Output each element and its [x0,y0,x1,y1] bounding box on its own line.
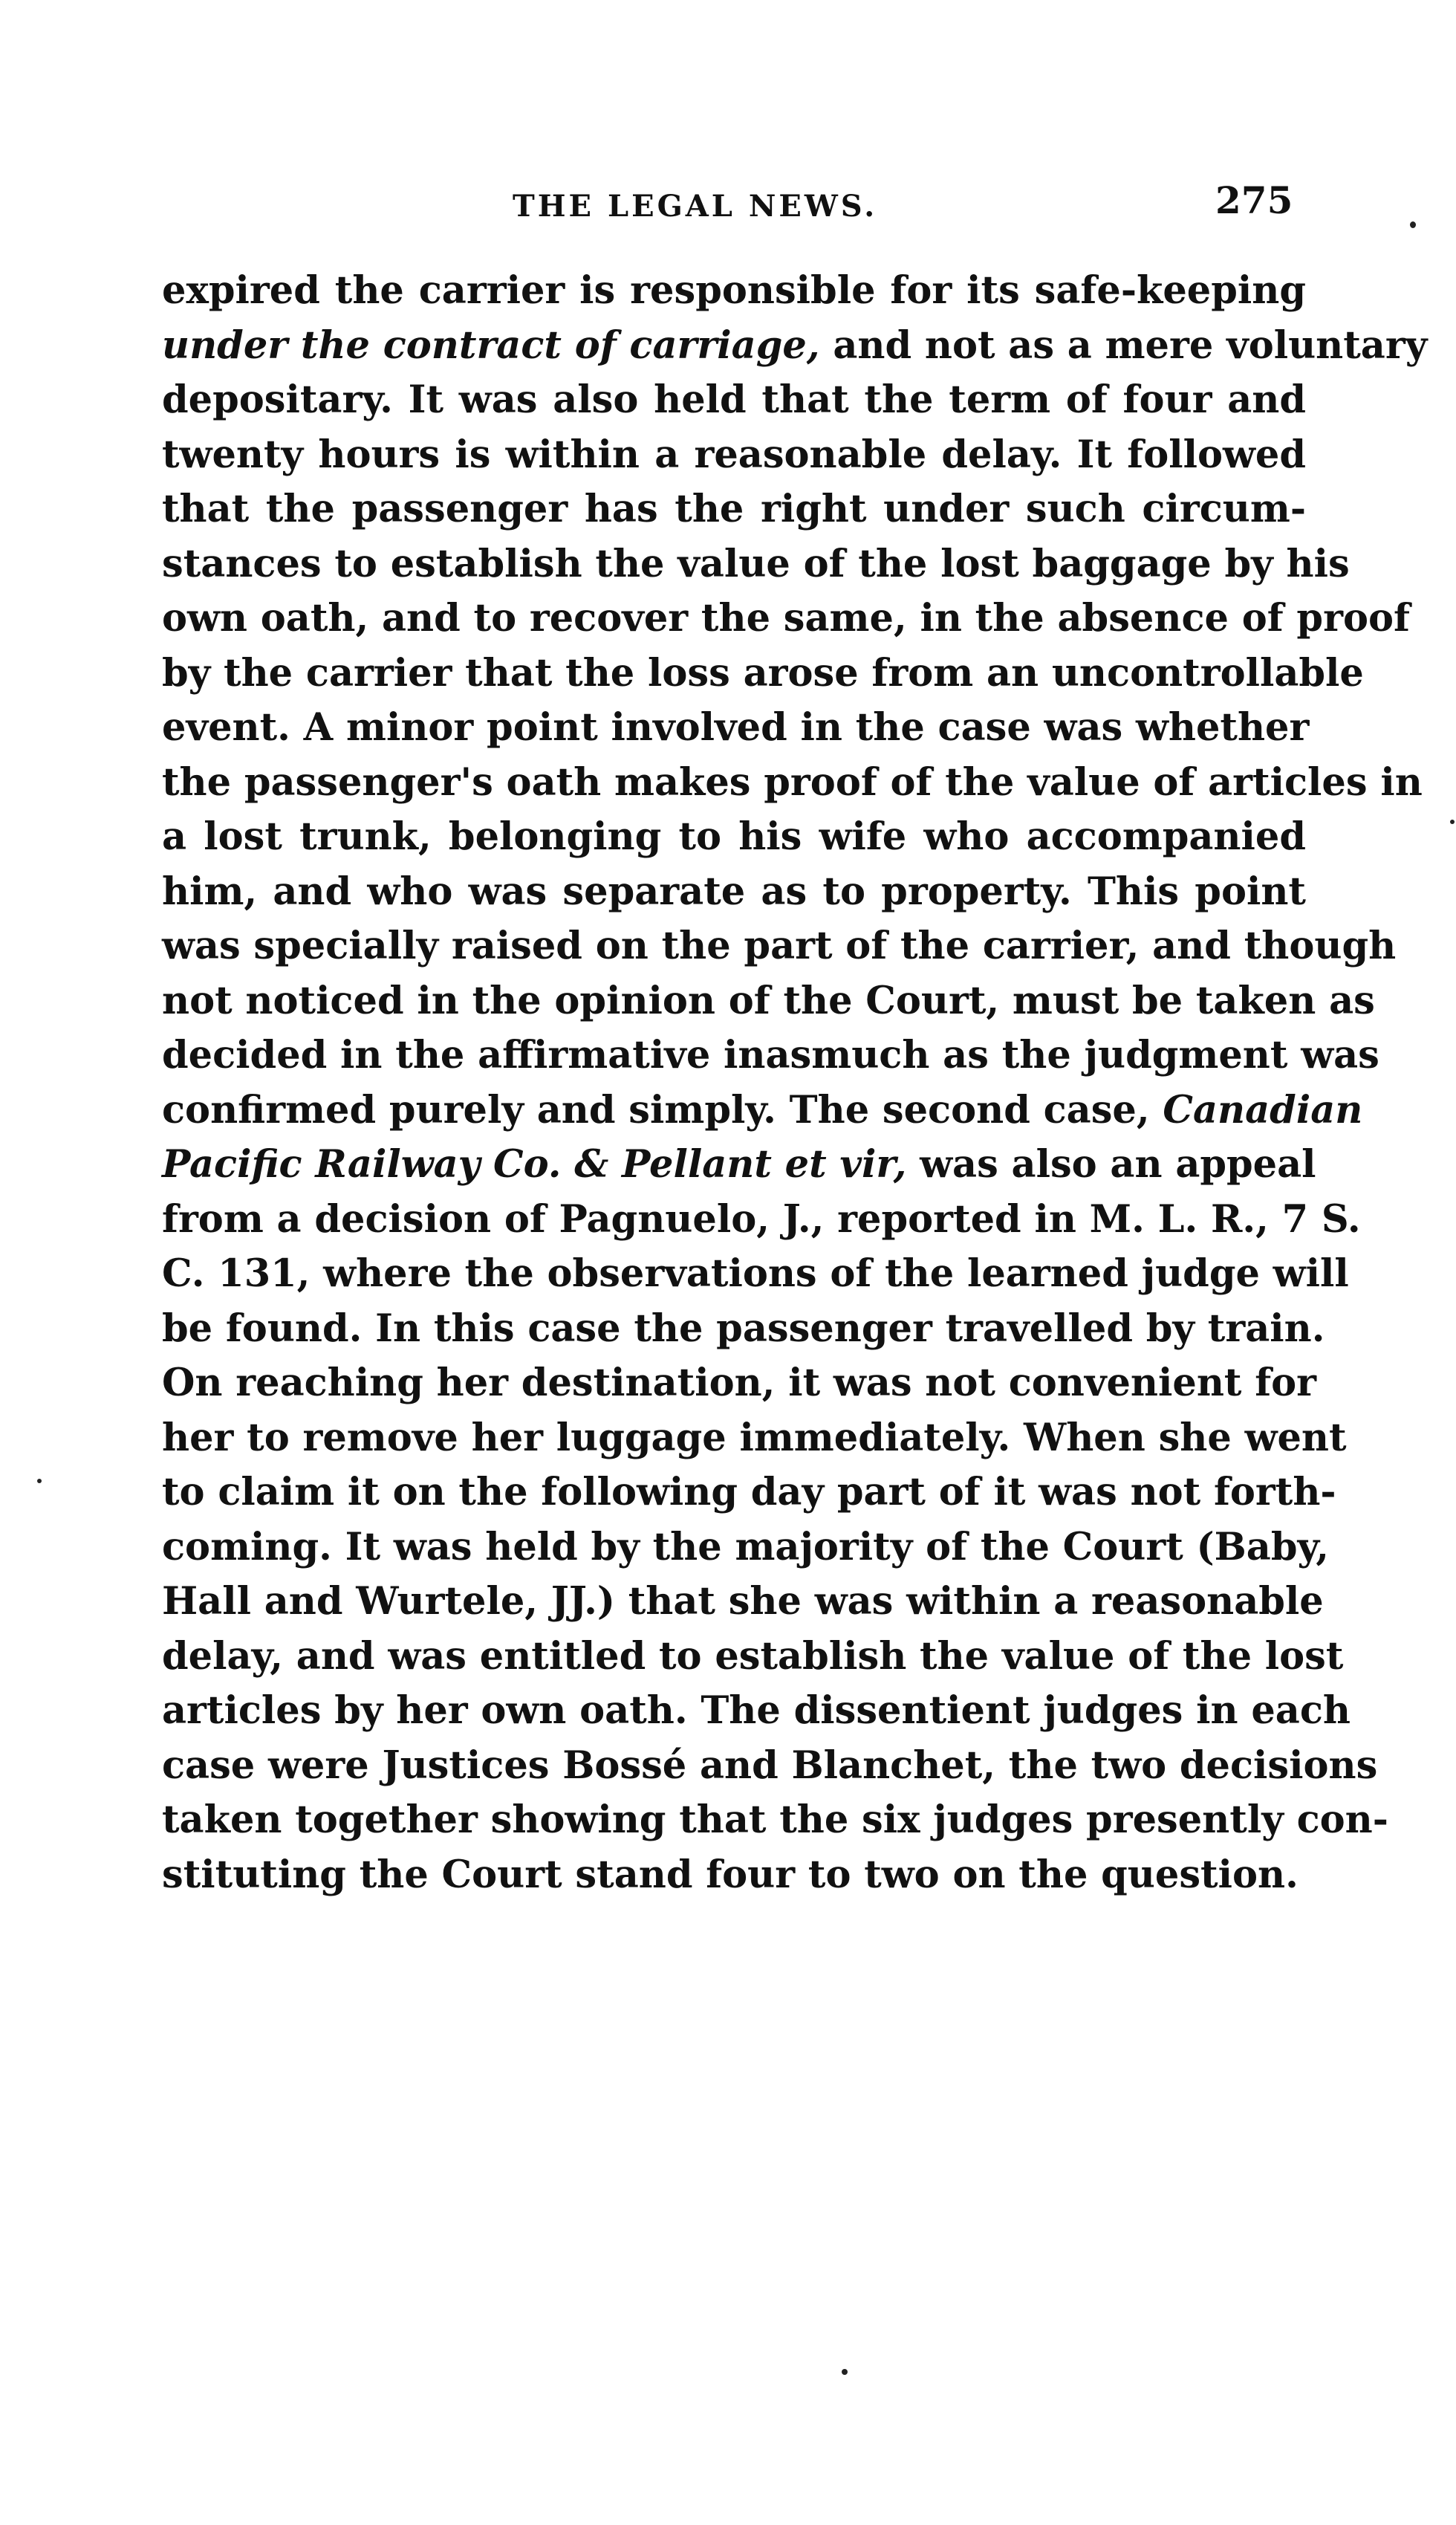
text-segment: and not as a mere voluntary [819,322,1428,368]
text-line [162,701,1310,756]
text-segment: case were Justices Bossé and Blanchet, the two decisions [162,1743,1378,1788]
text-segment: her to remove her luggage immediately. When she went [162,1415,1347,1460]
text-line [162,756,1423,811]
text-segment: by the carrier that the loss arose from an uncontrollable [162,650,1364,696]
text-segment: was specially raised on the part of the carrier, and though [162,924,1397,968]
text-segment: depositary. It was also held that the term of four and [162,377,1306,422]
text-line [162,1083,1363,1138]
text-line [162,537,1350,592]
text-segment: On reaching her destination, it was not convenient for [162,1361,1317,1405]
journal-title: THE LEGAL NEWS. [513,189,878,224]
scan-speck [1410,221,1416,228]
text-segment: him, and who was separate as to property. This point [162,869,1306,914]
page-number: 275 [1215,178,1293,222]
text-segment: delay, and was entitled to establish the value of the lost [162,1633,1344,1679]
text-segment: to claim it on the following day part of it was not forth- [162,1470,1336,1514]
text-line [162,1520,1329,1575]
running-head [0,178,1456,238]
text-line [162,865,1306,920]
text-line [162,974,1375,1029]
text-segment: decided in the affirmative inasmuch as the judgment was [162,1033,1379,1077]
text-segment: stituting the Court stand four to two on the question. [162,1852,1299,1897]
text-line [162,1411,1347,1466]
text-segment: stances to establish the value of the lost baggage by his [162,541,1350,586]
text-line [162,1684,1351,1739]
text-line [162,1793,1388,1848]
text-segment: expired the carrier is responsible for its safe-keeping [162,268,1306,313]
text-segment: Hall and Wurtele, JJ.) that she was within a reasonable [162,1579,1324,1624]
text-segment: a lost trunk, belonging to his wife who accompanied [162,814,1306,859]
text-segment: twenty hours is within a reasonable delay. It followed [162,432,1306,477]
text-line [162,1739,1378,1794]
scan-speck [842,2369,848,2375]
text-segment: not noticed in the opinion of the Court, must be taken as [162,978,1375,1023]
text-segment: confirmed purely and simply. The second case, [162,1087,1163,1132]
text-line [162,373,1306,428]
scan-speck [37,1479,42,1483]
text-segment: the passenger's oath makes proof of the value of articles in [162,759,1423,805]
body-text [162,264,1428,1902]
text-segment: coming. It was held by the majority of the Court (Baby, [162,1524,1329,1569]
text-segment: articles by her own oath. The dissentient judges in each [162,1688,1351,1733]
text-line [162,591,1410,646]
text-segment: taken together showing that the six judges presently con- [162,1798,1388,1842]
text-line [162,319,1428,374]
text-segment: that the passenger has the right under such circum- [162,487,1306,531]
text-segment: was also an appeal [906,1142,1316,1187]
text-line [162,1028,1379,1083]
italic-text-segment: under the contract of carriage, [162,322,820,368]
scan-speck [1450,820,1455,824]
text-line [162,1193,1361,1248]
text-line [162,1356,1317,1411]
text-segment: event. A minor point involved in the case was whether [162,705,1310,750]
italic-text-segment: Pacific Railway Co. & Pellant et vir, [162,1142,907,1187]
text-line [162,1247,1349,1302]
text-line [162,482,1306,537]
text-line [162,264,1306,319]
text-line [162,1302,1325,1357]
text-line [162,1465,1336,1520]
italic-text-segment: Canadian [1163,1087,1363,1132]
text-segment: own oath, and to recover the same, in the absence of proof [162,596,1410,641]
text-segment: C. 131, where the observations of the learned judge will [162,1251,1349,1296]
text-line [162,1575,1324,1630]
text-line [162,1848,1306,1903]
text-segment: be found. In this case the passenger travelled by train. [162,1306,1325,1351]
text-line [162,1630,1344,1685]
text-line [162,646,1364,701]
text-line [162,428,1306,483]
text-line [162,919,1397,974]
text-segment: from a decision of Pagnuelo, J., reported in M. L. R., 7 S. [162,1196,1361,1242]
text-line [162,810,1306,865]
text-line [162,1138,1316,1193]
